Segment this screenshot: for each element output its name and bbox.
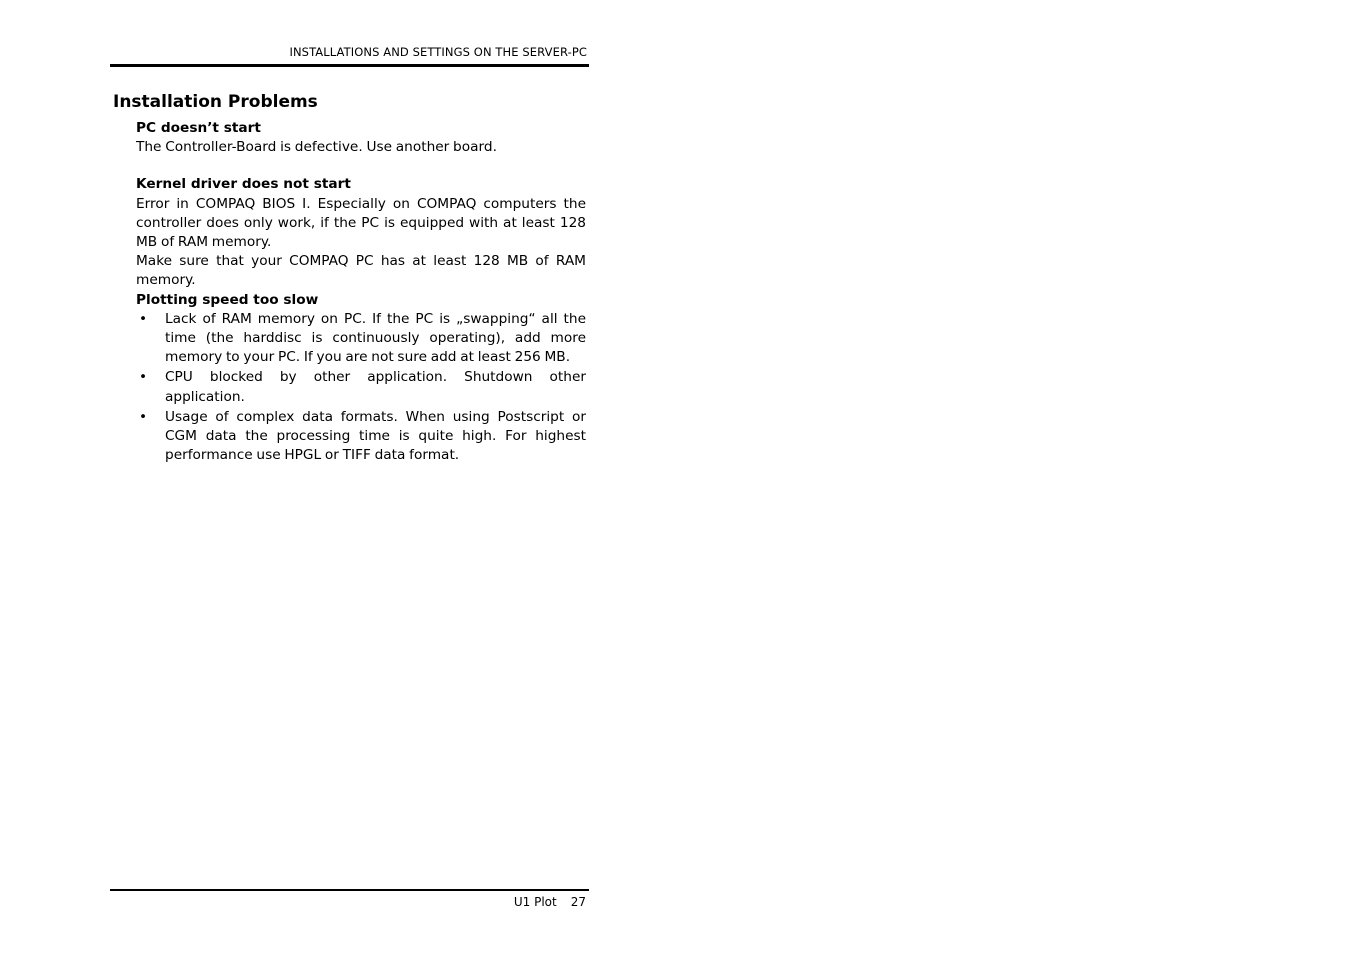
bullet-icon: • bbox=[138, 369, 148, 386]
list-item bbox=[136, 310, 586, 368]
bullet-icon: • bbox=[138, 310, 148, 327]
list-item bbox=[136, 368, 586, 406]
list-item-text: Usage of complex data formats. When using Postscript or CGM data the processing time is quite high. For highest performance use HPGL or TIFF data format. bbox=[165, 408, 586, 464]
list-item-text: CPU blocked by other application. Shutdown other application. bbox=[165, 369, 586, 405]
footer-text bbox=[514, 895, 586, 909]
problem-plotting-speed bbox=[136, 291, 586, 466]
problem-pc-doesnt-start bbox=[136, 119, 586, 157]
spacer bbox=[113, 157, 587, 175]
problem-heading: Kernel driver does not start bbox=[136, 176, 351, 193]
problem-heading: PC doesn’t start bbox=[136, 120, 261, 136]
list-item bbox=[136, 408, 586, 466]
page-number: 27 bbox=[570, 895, 586, 909]
page-footer bbox=[110, 889, 589, 909]
problem-text: Make sure that your COMPAQ PC has at least 128 MB of RAM memory. bbox=[136, 253, 586, 289]
section-title: Installation Problems bbox=[113, 92, 318, 112]
problem-heading: Plotting speed too slow bbox=[136, 291, 319, 308]
problem-text: The Controller-Board is defective. Use another board. bbox=[136, 139, 497, 156]
problem-text: Error in COMPAQ BIOS I. Especially on COMPAQ computers the controller does only work, if the PC is equipped with at least 128 MB of RAM memory. bbox=[136, 195, 586, 251]
list-item-text: Lack of RAM memory on PC. If the PC is „swapping“ all the time (the harddisc is continuously operating), add more memory to your PC. If you are not sure add at least 256 MB. bbox=[165, 310, 586, 366]
page-content bbox=[113, 90, 587, 466]
footer-product-name: U1 Plot bbox=[513, 895, 557, 909]
bullet-list bbox=[136, 310, 586, 466]
page-header bbox=[110, 44, 589, 67]
bullet-icon: • bbox=[138, 408, 148, 425]
problem-kernel-driver bbox=[136, 175, 586, 290]
running-header-title: INSTALLATIONS AND SETTINGS ON THE SERVER-PC bbox=[289, 45, 587, 59]
